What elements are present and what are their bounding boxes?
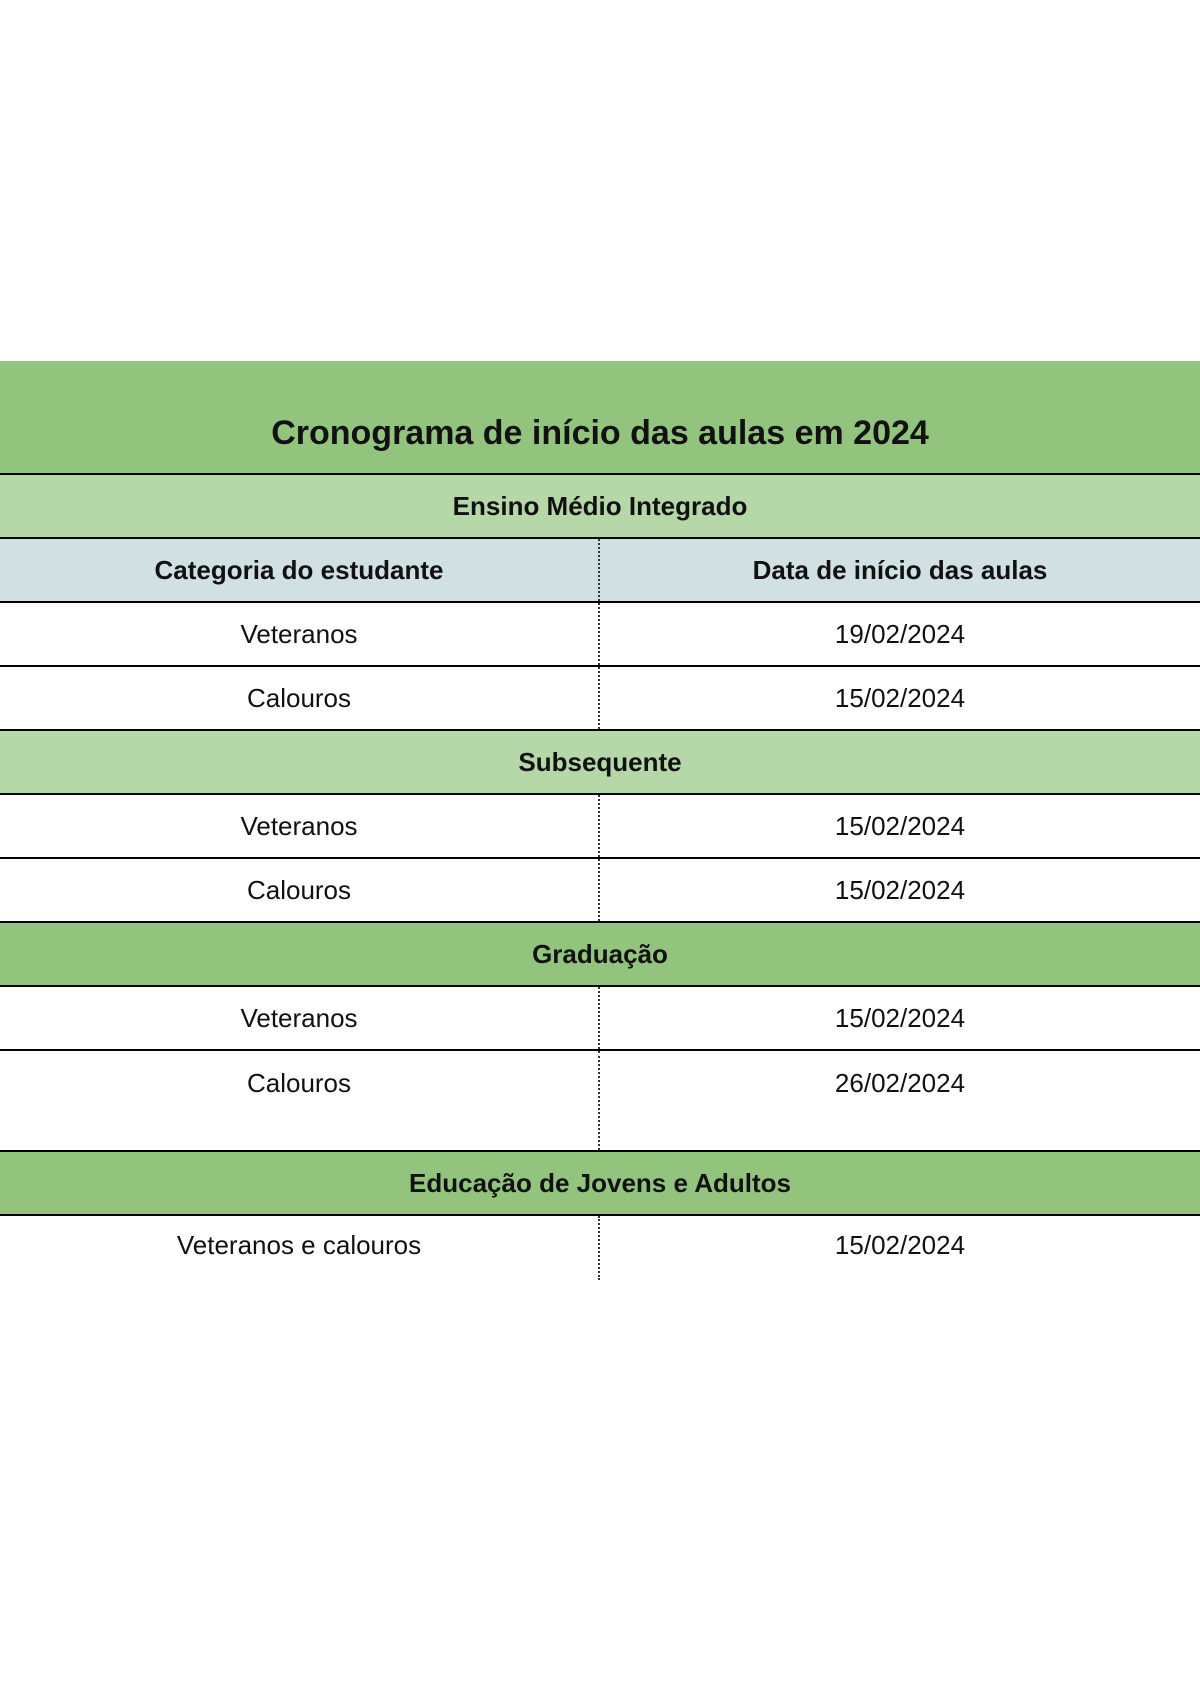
date-cell: 15/02/2024 bbox=[834, 874, 966, 905]
table-row bbox=[0, 987, 1200, 1051]
schedule-table bbox=[0, 361, 1200, 1280]
date-cell: 15/02/2024 bbox=[834, 1002, 966, 1033]
date-cell: 15/02/2024 bbox=[834, 810, 966, 841]
column-header-start-date: Data de início das aulas bbox=[752, 554, 1048, 585]
table-row bbox=[0, 667, 1200, 731]
category-cell: Veteranos bbox=[0, 795, 600, 857]
table-row bbox=[0, 859, 1200, 923]
column-header-row bbox=[0, 539, 1200, 603]
section-header-subsequente: Subsequente bbox=[0, 731, 1200, 795]
category-cell: Veteranos bbox=[0, 603, 600, 665]
date-cell: 15/02/2024 bbox=[834, 1230, 966, 1260]
column-header-category: Categoria do estudante bbox=[0, 539, 600, 601]
date-cell: 19/02/2024 bbox=[834, 618, 966, 649]
category-cell: Calouros bbox=[0, 859, 600, 921]
title-band bbox=[0, 361, 1200, 475]
section-header-ensino-medio: Ensino Médio Integrado bbox=[0, 475, 1200, 539]
section-header-eja: Educação de Jovens e Adultos bbox=[0, 1152, 1200, 1216]
date-cell: 26/02/2024 bbox=[834, 1068, 966, 1098]
category-cell: Calouros bbox=[0, 1051, 600, 1150]
table-row bbox=[0, 1051, 1200, 1152]
section-header-graduacao: Graduação bbox=[0, 923, 1200, 987]
category-cell: Calouros bbox=[0, 667, 600, 729]
page-title: Cronograma de início das aulas em 2024 bbox=[271, 414, 929, 452]
table-row bbox=[0, 795, 1200, 859]
category-cell: Veteranos e calouros bbox=[0, 1216, 600, 1280]
date-cell: 15/02/2024 bbox=[834, 682, 966, 713]
category-cell: Veteranos bbox=[0, 987, 600, 1049]
table-row bbox=[0, 1216, 1200, 1280]
table-row bbox=[0, 603, 1200, 667]
